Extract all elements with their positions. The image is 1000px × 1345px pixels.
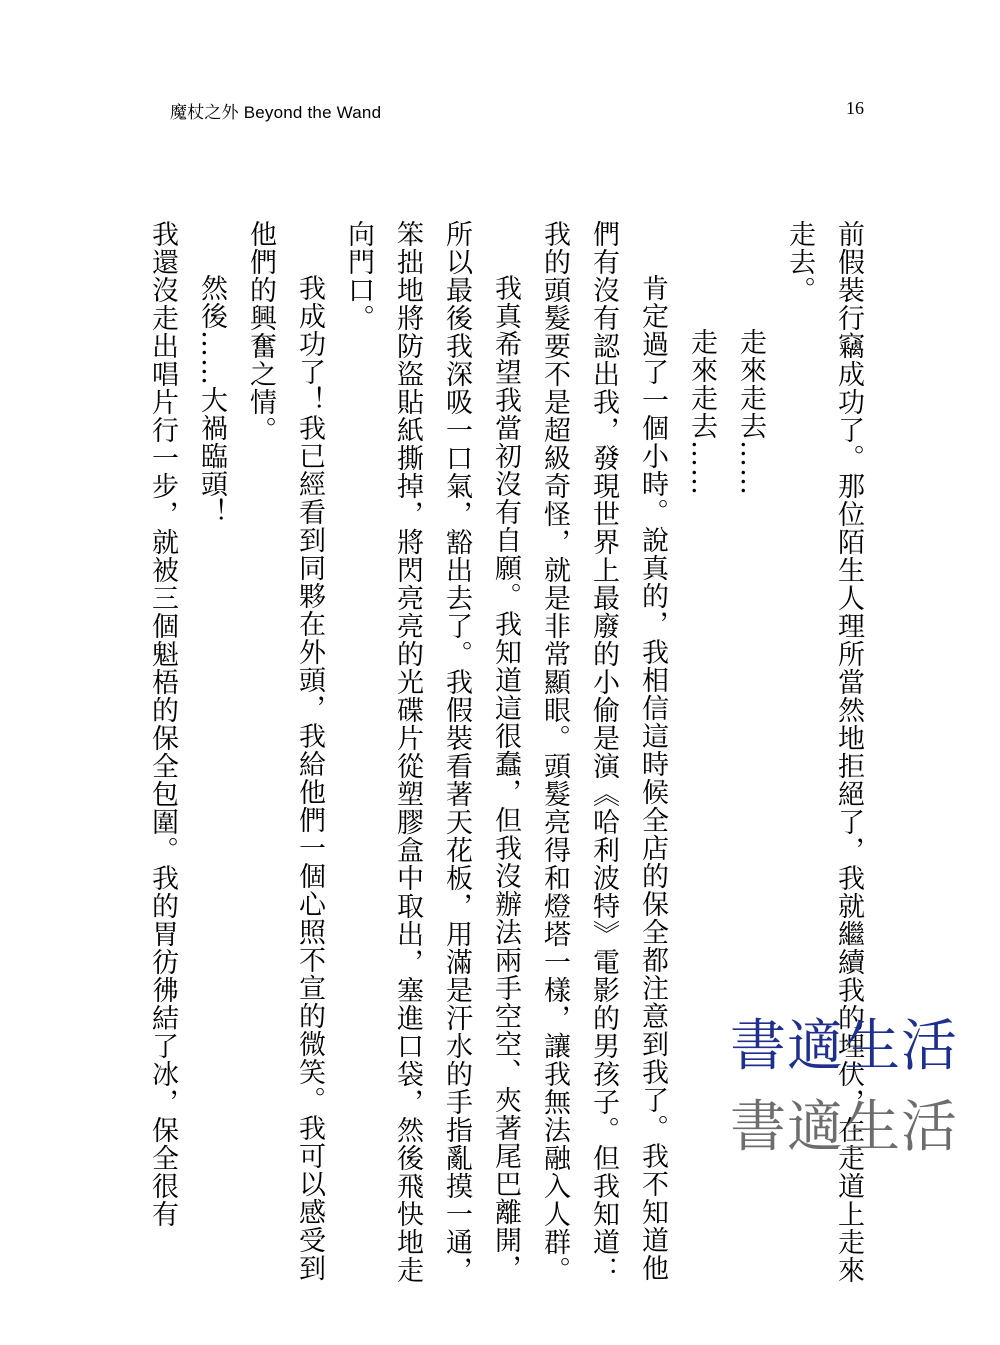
text-column: 走來走去…… (735, 328, 766, 496)
running-head: 魔杖之外 Beyond the Wand (170, 103, 382, 122)
text-column: 笨拙地將防盜貼紙撕掉，將閃亮亮的光碟片從塑膠盒中取出，塞進口袋，然後飛快地走 (392, 220, 423, 1284)
text-column: 他們的興奮之情。 (245, 220, 276, 444)
text-column: 我成功了！我已經看到同夥在外頭，我給他們一個心照不宣的微笑。我可以感受到 (294, 274, 325, 1282)
text-column: 向門口。 (343, 220, 374, 332)
text-column: 們有沒有認出我，發現世界上最廢的小偷是演《哈利波特》電影的男孩子。但我知道： (588, 220, 619, 1284)
text-column: 所以最後我深吸一口氣，豁出去了。我假裝看著天花板，用滿是汗水的手指亂摸一通， (441, 220, 472, 1284)
text-column: 然後……大禍臨頭！ (196, 274, 227, 526)
text-column: 肯定過了一個小時。說真的，我相信這時候全店的保全都注意到我了。我不知道他 (637, 274, 668, 1282)
text-column: 走去。 (784, 220, 815, 304)
watermark-primary: 書適生活 (730, 1014, 958, 1079)
watermark-secondary: 書適生活 (730, 1095, 958, 1160)
page-number: 16 (846, 98, 864, 118)
text-column: 走來走去…… (686, 328, 717, 496)
text-column: 我真希望我當初沒有自願。我知道這很蠢，但我沒辦法兩手空空、夾著尾巴離開， (490, 274, 521, 1282)
text-column: 我還沒走出唱片行一步，就被三個魁梧的保全包圍。我的胃彷彿結了冰，保全很有 (147, 220, 178, 1228)
text-column: 我的頭髮要不是超級奇怪，就是非常顯眼。頭髮亮得和燈塔一樣，讓我無法融入人群。 (539, 220, 570, 1284)
text-column: 前假裝行竊成功了。那位陌生人理所當然地拒絕了，我就繼續我的埋伏，在走道上走來 (833, 220, 864, 1284)
